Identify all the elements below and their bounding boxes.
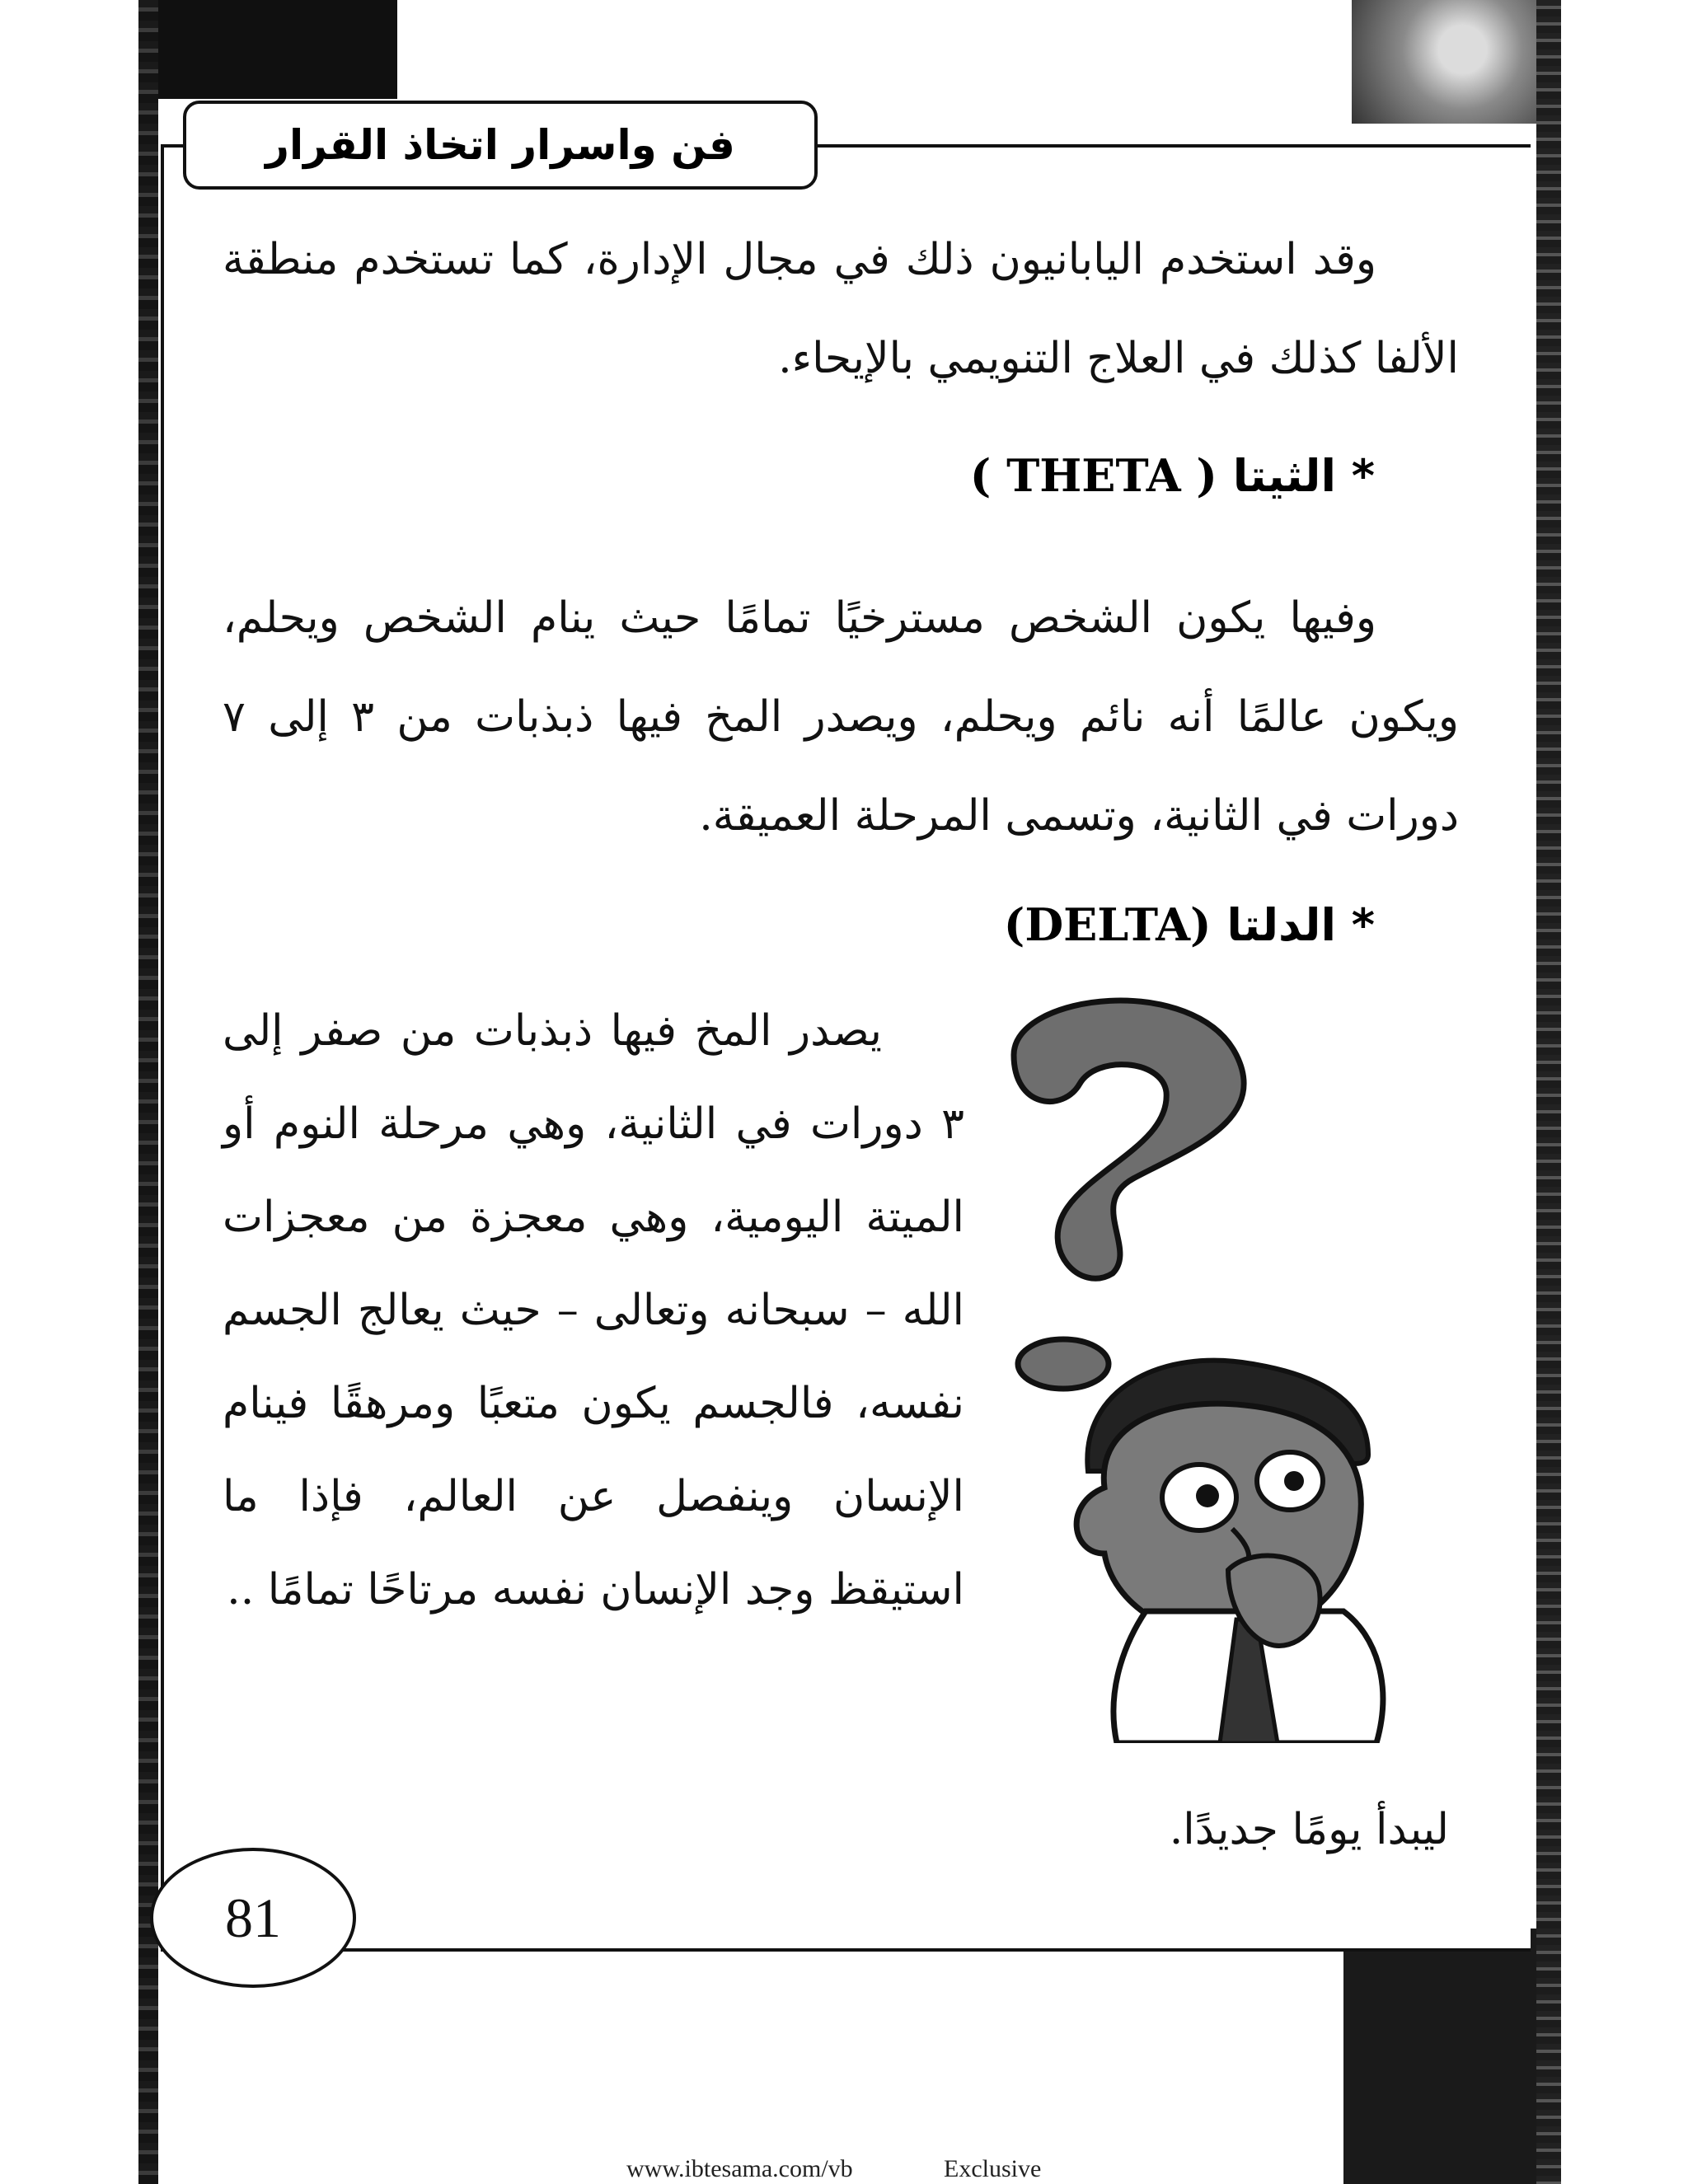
heading-delta	[1004, 898, 1375, 951]
paragraph-alpha-end: وقد استخدم اليابانيون ذلك في مجال الإدارة، كما تستخدم منطقة الألفا كذلك في العلاج التنويمي بالإيحاء.	[223, 235, 1459, 383]
thinking-man-illustration	[981, 977, 1442, 1743]
page-corner-top-left	[158, 0, 397, 99]
page-corner-top-right	[1352, 0, 1536, 124]
footer-url: www.ibtesama.com/vb	[626, 2155, 853, 2182]
paragraph-delta: يصدر المخ فيها ذبذبات من صفر إلى ٣ دورات في الثانية، وهي مرحلة النوم أو الميتة اليومية، وهي معجزة من معجزات الله – سبحانه وتعالى – حيث يعالج الجسم نفسه، فالجسم يكون متعبًا ومرهقًا فينام الإنسان وينفصل عن العالم، فإذا ما استيقظ وجد الإنسان نفسه مرتاحًا تمامًا ..	[223, 1006, 964, 1615]
heading-delta-label: * الدلتا	[1226, 899, 1375, 951]
page-number-badge	[150, 1848, 356, 1988]
question-mark-icon	[1014, 1001, 1244, 1278]
heading-delta-latin: (DELTA)	[1003, 898, 1212, 951]
page-number: 81	[225, 1886, 281, 1949]
page-edge-left	[138, 0, 158, 2184]
heading-theta-label: * الثيتا	[1232, 450, 1375, 502]
heading-theta-latin: ( THETA )	[969, 449, 1217, 502]
footer-tag: Exclusive	[944, 2155, 1042, 2182]
page-frame-left-rule	[161, 148, 164, 1948]
paragraph-theta: وفيها يكون الشخص مسترخيًا تمامًا حيث ينام الشخص ويحلم، ويكون عالمًا أنه نائم ويحلم، ويصدر المخ فيها ذبذبات من ٣ إلى ٧ دورات في الثانية، وتسمى المرحلة العميقة.	[223, 593, 1459, 841]
page-corner-bottom-right	[1343, 1929, 1536, 2184]
book-title: فن واسرار اتخاذ القرار	[265, 121, 735, 169]
header-tab	[183, 101, 818, 190]
heading-theta	[970, 449, 1375, 502]
paragraph-closing: ليبدأ يومًا جديدًا.	[1169, 1805, 1449, 1854]
question-mark-dot-icon	[1018, 1339, 1109, 1389]
page-edge-right	[1536, 0, 1561, 2184]
